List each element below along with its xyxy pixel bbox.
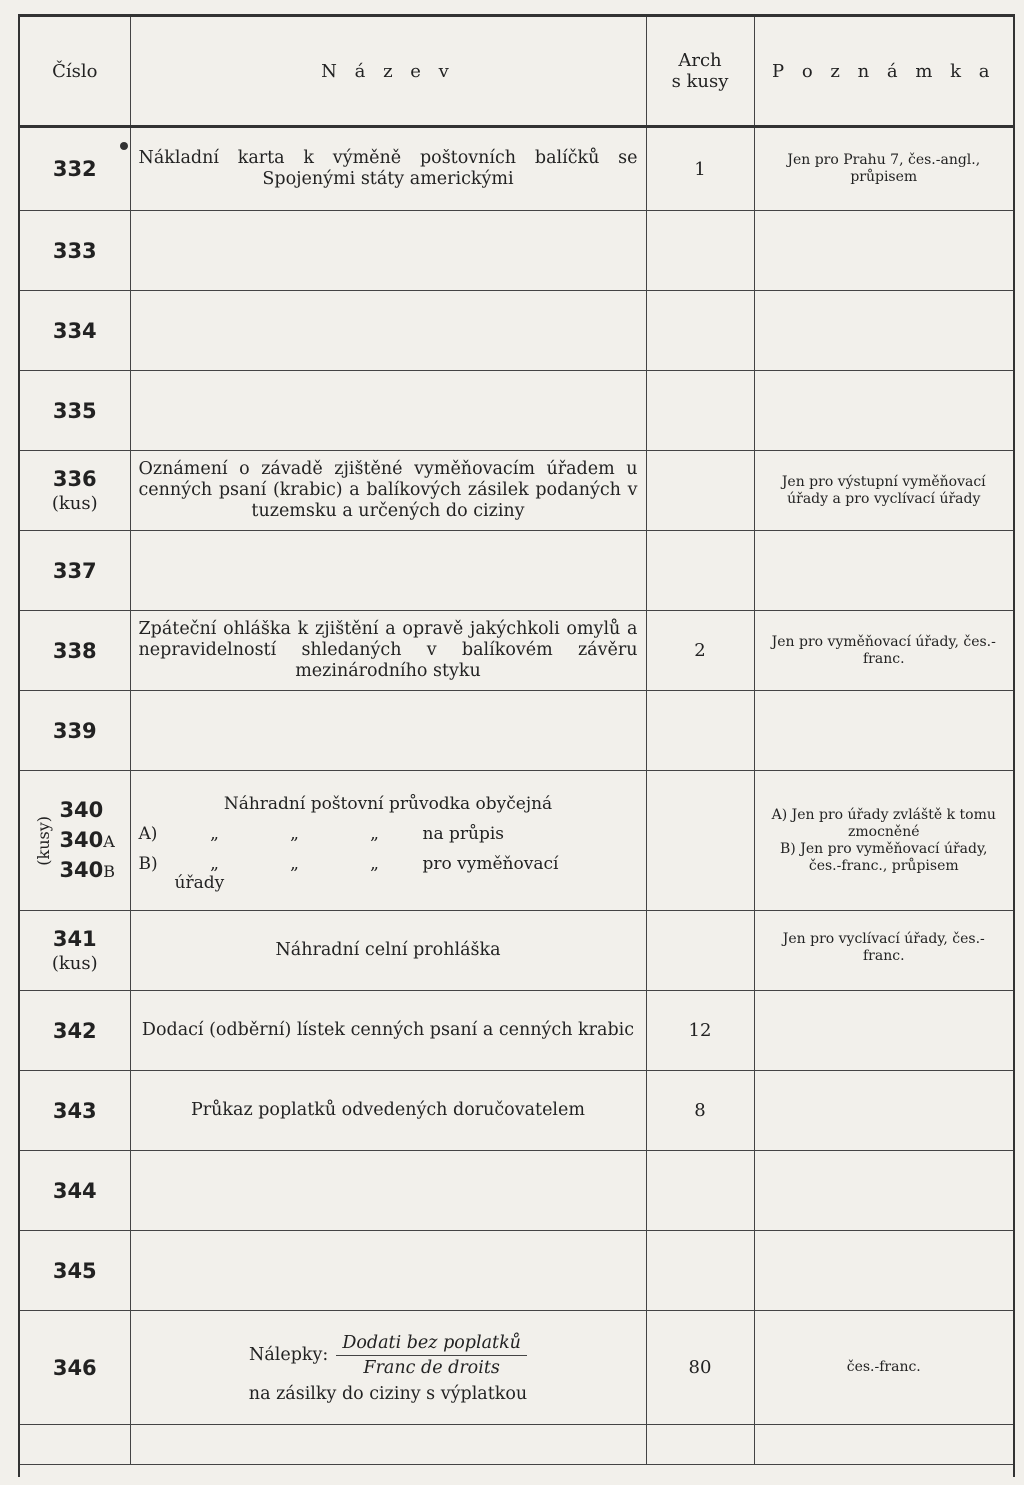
row-number: 342: [20, 991, 130, 1071]
row-name: [130, 1231, 646, 1311]
row-arch: [646, 1151, 754, 1231]
row-arch: 80: [646, 1311, 754, 1425]
row-name-346: Nálepky: $\frac{\text{Dodati bez poplatků}}{\text{Franc de droits}}$ na zásilky do ciziny s výplatkou: [130, 1311, 646, 1425]
table-row: [20, 1071, 1013, 1151]
row-name: Oznámení o závadě zjištěné vyměňovacím úřadem u cenných psaní (krabic) a balíkových zásilek podaných v tuzemsku a určených do ciziny: [130, 451, 646, 531]
table-row: [20, 991, 1013, 1071]
row-number: 344: [20, 1151, 130, 1231]
table-row: [20, 371, 1013, 451]
row-note: Jen pro vyclívací úřady, čes.-franc.: [754, 911, 1013, 991]
row-name: [130, 691, 646, 771]
row-note: Jen pro výstupní vyměňovací úřady a pro vyclívací úřady: [754, 451, 1013, 531]
row-arch: 8: [646, 1071, 754, 1151]
header-nazev: N á z e v: [130, 17, 646, 127]
header-poznamka: P o z n á m k a: [754, 17, 1013, 127]
row-number: 333: [20, 211, 130, 291]
form-table-sheet: [18, 14, 1015, 1477]
row-number: 332: [20, 127, 130, 211]
row-number: 338: [20, 611, 130, 691]
row-arch: 12: [646, 991, 754, 1071]
row-number: 345: [20, 1231, 130, 1311]
row-note: Jen pro vyměňovací úřady, čes.-franc.: [754, 611, 1013, 691]
row-arch: [646, 911, 754, 991]
row-arch: 2: [646, 611, 754, 691]
row-note-group: A) Jen pro úřady zvláště k tomu zmocněné B) Jen pro vyměňovací úřady, čes.-franc., průpisem: [754, 771, 1013, 911]
table-row: [20, 1151, 1013, 1231]
table-row: [20, 1231, 1013, 1311]
table-row: [20, 211, 1013, 291]
row-number: 339: [20, 691, 130, 771]
group-side-label: (kusy): [34, 815, 54, 866]
row-name: Zpáteční ohláška k zjištění a opravě jakýchkoli omylů a nepravidelností shledaných v balíkovém závěru mezinárodního styku: [130, 611, 646, 691]
table-row-group-340: [20, 771, 1013, 911]
bullet-mark-icon: [120, 142, 128, 150]
row-name: [130, 371, 646, 451]
row-arch: [646, 291, 754, 371]
row-number: 334: [20, 291, 130, 371]
row-note: Jen pro Prahu 7, čes.-angl., průpisem: [754, 127, 1013, 211]
row-note: [754, 531, 1013, 611]
row-name: [130, 291, 646, 371]
table-row: [20, 531, 1013, 611]
row-arch: [646, 771, 754, 911]
row-note: [754, 1151, 1013, 1231]
row-note: [754, 1231, 1013, 1311]
row-number: 336 (kus): [20, 451, 130, 531]
row-arch: [646, 451, 754, 531]
row-name: [130, 1151, 646, 1231]
row-note: [754, 291, 1013, 371]
table-row: [20, 611, 1013, 691]
header-arch: Arch s kusy: [646, 17, 754, 127]
table-row: [20, 451, 1013, 531]
header-row: [20, 17, 1013, 127]
row-name: Průkaz poplatků odvedených doručovatelem: [130, 1071, 646, 1151]
row-note: [754, 691, 1013, 771]
header-cislo: Číslo: [20, 17, 130, 127]
row-number-group: (kusy) 340 340A 340B: [20, 771, 130, 911]
row-arch: [646, 371, 754, 451]
table-row: [20, 291, 1013, 371]
row-name: Náhradní celní prohláška: [130, 911, 646, 991]
row-arch: [646, 211, 754, 291]
row-name: [130, 211, 646, 291]
table-row: [20, 911, 1013, 991]
row-number: 341 (kus): [20, 911, 130, 991]
row-note: [754, 371, 1013, 451]
row-number: 337: [20, 531, 130, 611]
table-row-partial: [20, 1425, 1013, 1465]
row-number: 335: [20, 371, 130, 451]
row-name: Dodací (odběrní) lístek cenných psaní a cenných krabic: [130, 991, 646, 1071]
table-row: [20, 1311, 1013, 1425]
row-arch: [646, 531, 754, 611]
row-note: [754, 991, 1013, 1071]
row-note: [754, 211, 1013, 291]
table-row: [20, 691, 1013, 771]
row-name: Nákladní karta k výměně poštovních balíčků se Spojenými státy americkými: [130, 127, 646, 211]
row-number: 343: [20, 1071, 130, 1151]
row-name: [130, 531, 646, 611]
row-name-group: Náhradní poštovní průvodka obyčejná A) „ „ „ na průpis B) „ „ „ pro vyměňovací úřady: [130, 771, 646, 911]
row-arch: [646, 691, 754, 771]
row-arch: 1: [646, 127, 754, 211]
row-arch: [646, 1231, 754, 1311]
row-note: čes.-franc.: [754, 1311, 1013, 1425]
form-table: [20, 17, 1013, 1465]
row-note: [754, 1071, 1013, 1151]
table-row: [20, 127, 1013, 211]
row-number: 346: [20, 1311, 130, 1425]
